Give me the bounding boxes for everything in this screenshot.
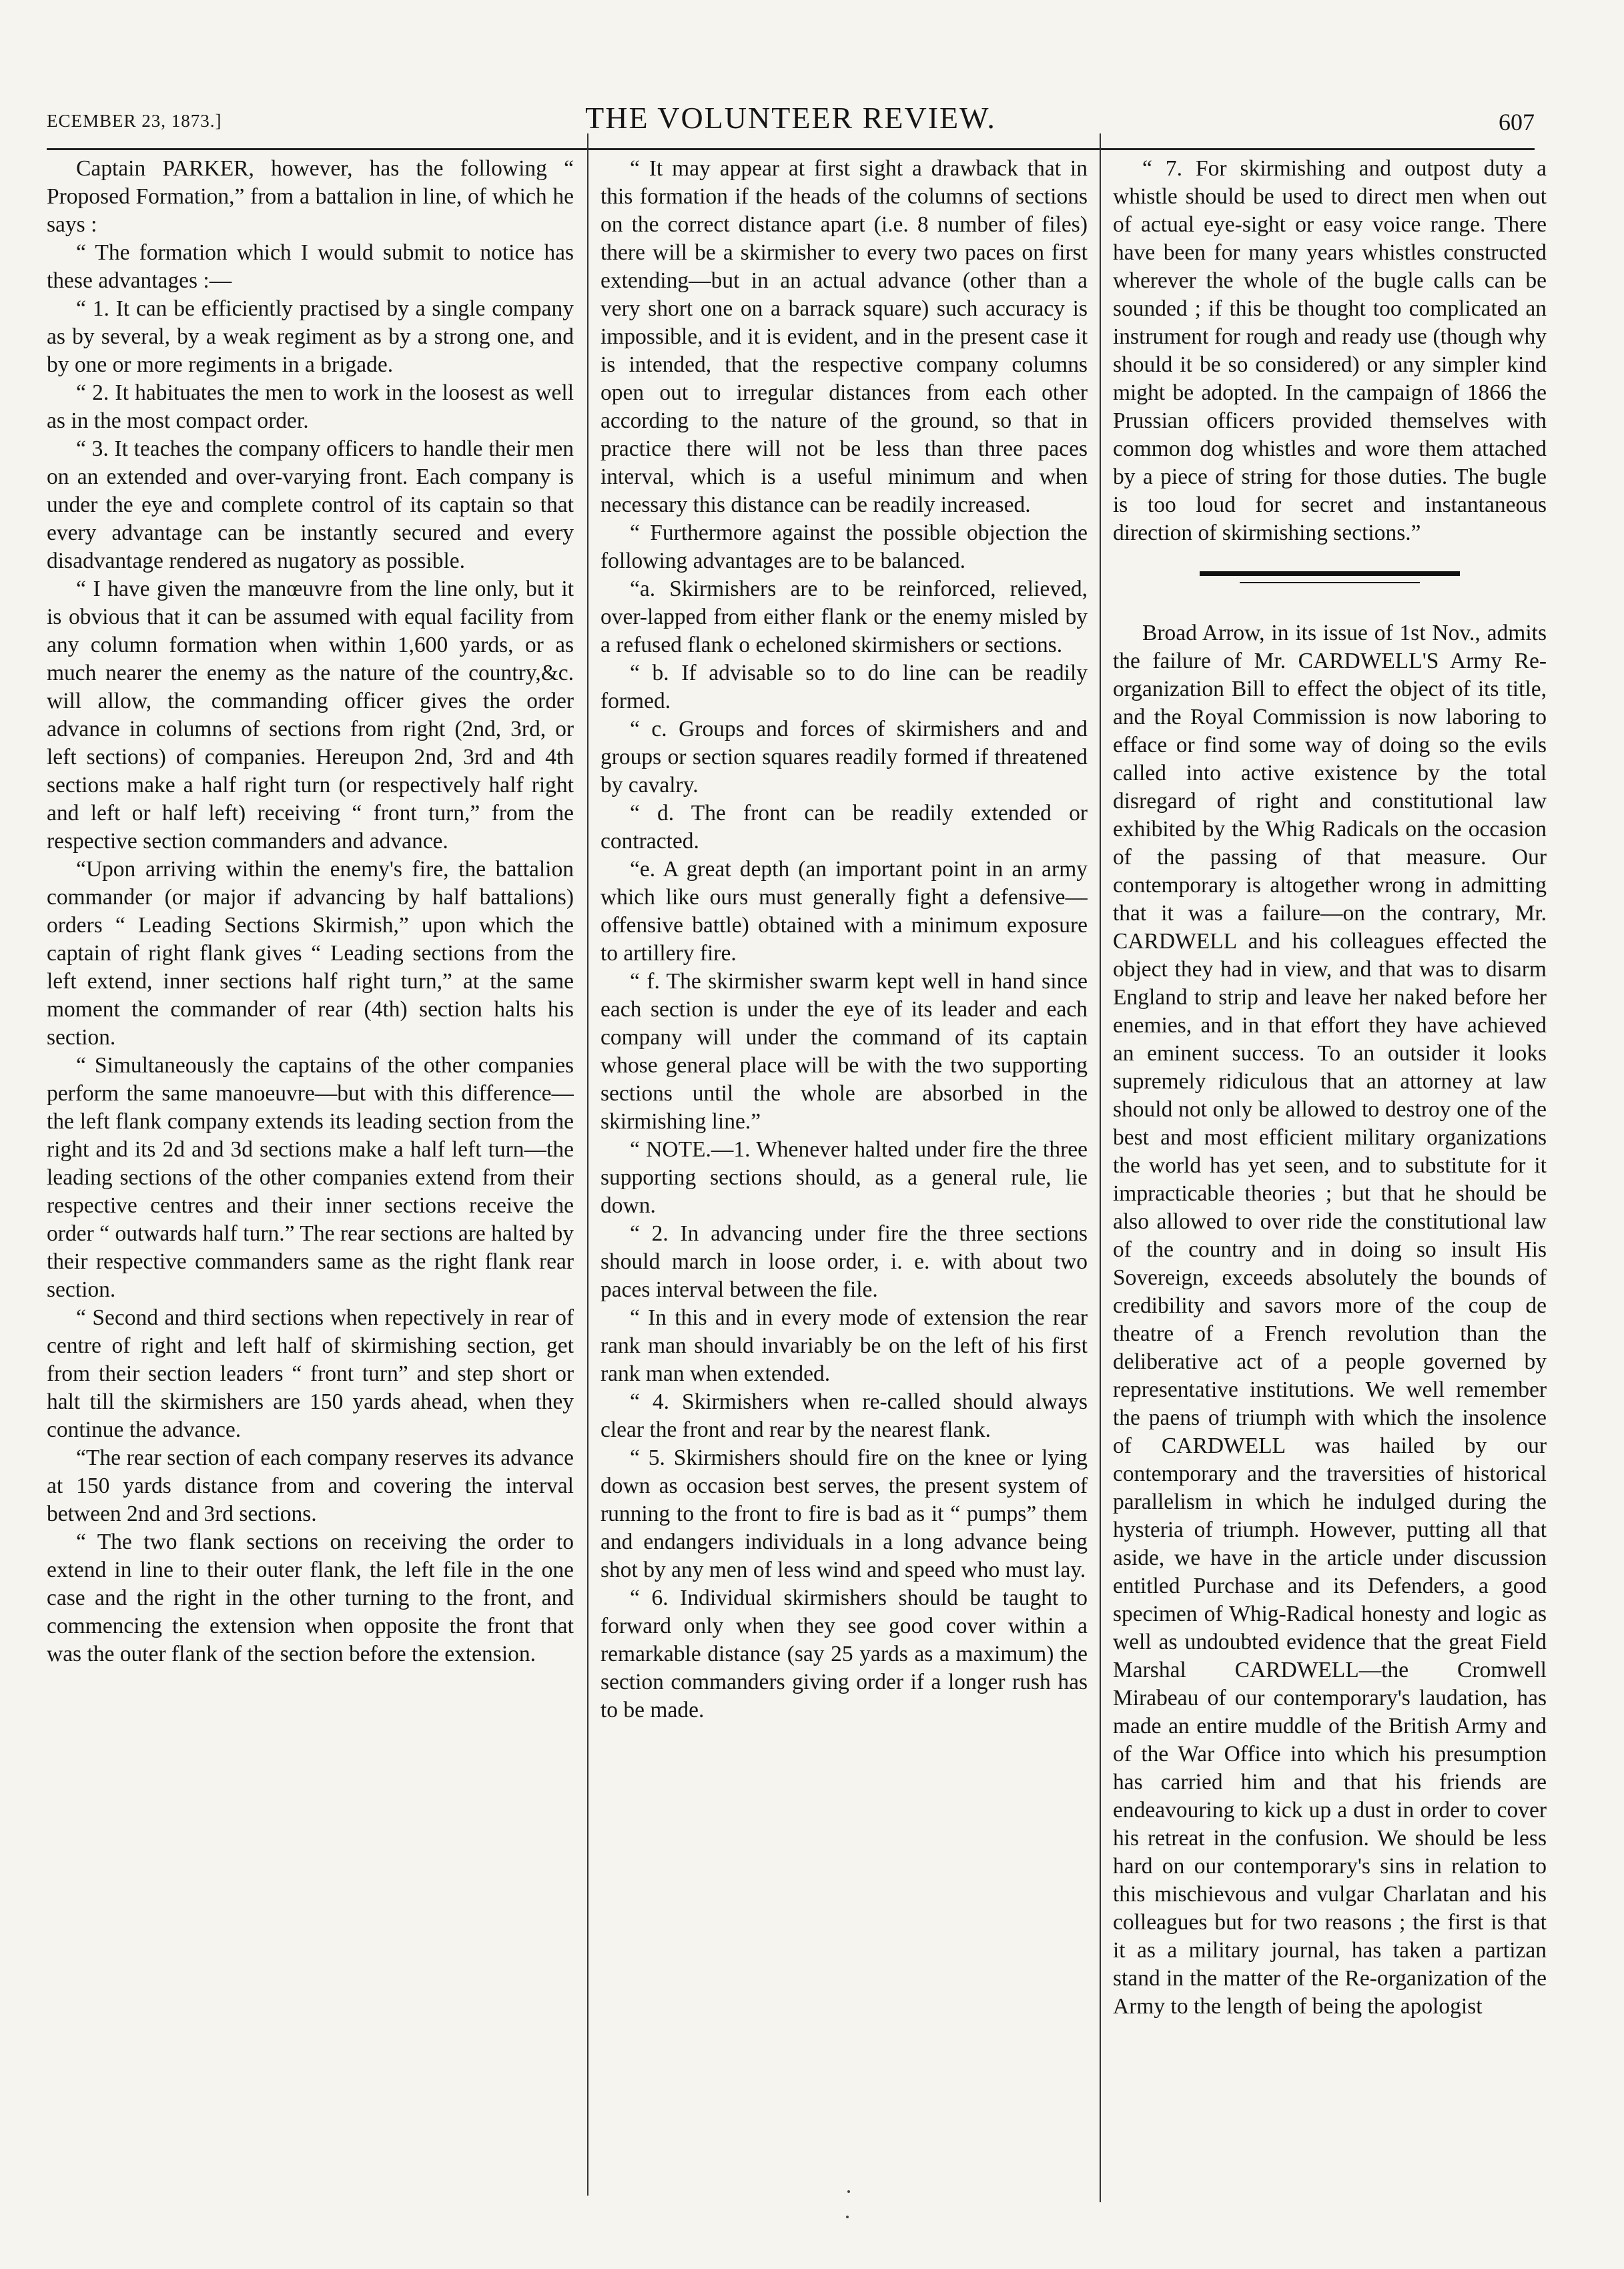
paragraph: “The rear section of each company reserves its advance at 150 yards distance from and covering the interval between 2nd and 3rd sections.	[47, 1445, 574, 1526]
paragraph: “ I have given the manœuvre from the line only, but it is obvious that it can be assumed with equal facility from any column formation when within 1,600 yards, or as much nearer the enemy as the nature of the country,&c. will allow, the commanding officer gives the order advance in columns of sections from right (2nd, 3rd, or left sections) of companies. Hereupon 2nd, 3rd and 4th sections make a half right turn (or respectively half right and left or half left) receiving “ front turn,” from the respective section commanders and advance.	[47, 577, 574, 854]
paragraph: “ It may appear at first sight a drawback that in this formation if the heads of the columns of sections on the correct distance apart (i.e. 8 number of files) there will be a skirmisher to every two paces on first extending—but in an actual advance (other than a very short one on a barrack square) such accuracy is impossible, and it is evident, and in the present case it is intended, that the respective company columns open out to irregular distances from each other according to the nature of the ground, so that in practice there will not be less than three paces interval, which is a useful minimum and when necessary this distance can be readily increased.	[600, 156, 1088, 517]
paragraph: “Upon arriving within the enemy's fire, the battalion commander (or major if advancing by half battalions) orders “ Leading Sections Skirmish,” upon which the captain of right flank gives “ Leading sections from the left extend, inner sections half right turn,” at the same moment the commander of rear (4th) section halts his section.	[47, 857, 574, 1050]
paragraph: “ 2. It habituates the men to work in the loosest as well as in the most compact order.	[47, 380, 574, 433]
paragraph: “ d. The front can be readily extended or contracted.	[600, 801, 1088, 854]
paragraph: “ c. Groups and forces of skirmishers and and groups or section squares readily formed if threatened by cavalry.	[600, 717, 1088, 797]
paragraph: “ 2. In advancing under fire the three sections should march in loose order, i. e. with about two paces interval between the file.	[600, 1221, 1088, 1302]
issue-date: ECEMBER 23, 1873.]	[47, 111, 222, 131]
paragraph: “ Second and third sections when repectively in rear of centre of right and left half of skirmishing section, get from their section leaders “ front turn” and step short or halt till the skirmishers are 150 yards ahead, when they continue the advance.	[47, 1305, 574, 1442]
column-1	[47, 155, 574, 2177]
paragraph: “ The two flank sections on receiving the order to extend in line to their outer flank, the left file in the one case and the right in the other turning to the front, and commencing the extension when opposite the front that was the outer flank of the section before the extension.	[47, 1530, 574, 1666]
paragraph: “ NOTE.—1. Whenever halted under fire the three supporting sections should, as a general rule, lie down.	[600, 1137, 1088, 1218]
paragraph: “ 5. Skirmishers should fire on the knee or lying down as occasion best serves, the present system of running to the front to fire is bad as it “ pumps” them and endangers individuals in a long advance being shot by any men of less wind and speed who must lay.	[600, 1445, 1088, 1582]
paragraph: “ b. If advisable so to do line can be readily formed.	[600, 661, 1088, 713]
paragraph: Captain PARKER, however, has the following “ Proposed Formation,” from a battalion in line, of which he says :	[47, 156, 574, 237]
paragraph: “ Furthermore against the possible objection the following advantages are to be balanced.	[600, 521, 1088, 573]
paragraph: “ The formation which I would submit to notice has these advantages :—	[47, 240, 574, 293]
paragraph: “ 3. It teaches the company officers to handle their men on an extended and over-varying front. Each company is under the eye and complete control of its captain so that every advantage can be instantly secured and every disadvantage rendered as nugatory as possible.	[47, 436, 574, 573]
paragraph: “a. Skirmishers are to be reinforced, relieved, over-lapped from either flank or the enemy misled by a refused flank o echeloned skirmishers or sections.	[600, 577, 1088, 657]
column-divider-2	[1100, 133, 1101, 2202]
column-2	[600, 155, 1088, 2177]
paragraph: “ 7. For skirmishing and outpost duty a whistle should be used to direct men when out of actual eye-sight or easy voice range. There have been for many years whistles constructed wherever the whole of the bugle calls can be sounded ; if this be thought too complicated an instrument for rough and ready use (though why should it be so considered) or any simpler kind might be adopted. In the campaign of 1866 the Prussian officers provided themselves with common dog whistles and wore them attached by a piece of string for those duties. The bugle is too loud for secret and instantaneous direction of skirmishing sections.”	[1113, 156, 1547, 545]
paragraph: “ 6. Individual skirmishers should be taught to forward only when they see good cover within a remarkable distance (say 25 yards as a maximum) the section commanders giving order if a longer rush has to be made.	[600, 1586, 1088, 1722]
print-speck	[847, 2190, 850, 2193]
newspaper-title: THE VOLUNTEER REVIEW.	[585, 101, 996, 135]
column-3	[1113, 155, 1547, 2177]
masthead	[47, 93, 1535, 147]
paragraph: “ 1. It can be efficiently practised by a single company as by several, by a weak regiment as by a strong one, and by one or more regiments in a brigade.	[47, 296, 574, 377]
paragraph: “e. A great depth (an important point in an army which like ours must generally fight a defensive—offensive battle) obtained with a minimum exposure to artillery fire.	[600, 857, 1088, 966]
column-divider-1	[587, 133, 588, 2196]
paragraph: “ In this and in every mode of extension the rear rank man should invariably be on the left of his first rank man when extended.	[600, 1305, 1088, 1386]
section-divider-ornament	[1113, 559, 1547, 599]
print-speck	[846, 2216, 849, 2218]
page-number: 607	[1499, 109, 1535, 135]
paragraph: Broad Arrow, in its issue of 1st Nov., admits the failure of Mr. CARDWELL'S Army Re-organization Bill to effect the object of its title, and the Royal Commission is now laboring to efface or find some way of doing so the evils called into active existence by the total disregard of right and constitutional law exhibited by the Whig Radicals on the occasion of the passing of that measure. Our contemporary is altogether wrong in admitting that it was a failure—on the contrary, Mr. CARDWELL and his colleagues effected the object they had in view, and that was to disarm England to strip and leave her naked before her enemies, and in that effort they have achieved an eminent success. To an outsider it looks supremely ridiculous that an attorney at law should not only be allowed to destroy one of the best and most efficient military organizations the world has yet seen, and to substitute for it impracticable theories ; but that he should be also allowed to over ride the constitutional law of the country and in doing so insult His Sovereign, exceeds absolutely the bounds of credibility and savors more of the coup de theatre of a French revolution than the deliberative act of a people governed by representative institutions. We well remember the paens of triumph with which the insolence of CARDWELL was hailed by our contemporary and the traversities of historical parallelism in which he indulged during the hysteria of triumph. However, putting all that aside, we have in the article under discussion entitled Purchase and its Defenders, a good specimen of Whig-Radical honesty and logic as well as undoubted evidence that the great Field Marshal CARDWELL—the Cromwell Mirabeau of our contemporary's laudation, has made an entire muddle of the British Army and of the War Office into which his presumption has carried him and that his friends are endeavouring to kick up a dust in order to cover his retreat in the confusion. We should be less hard on our contemporary's sins in relation to this mischievous and vulgar Charlatan and his colleagues but for two reasons ; the first is that it as a military journal, has taken a partizan stand in the matter of the Re-organization of the Army to the length of being the apologist	[1113, 621, 1547, 2019]
paragraph: “ Simultaneously the captains of the other companies perform the same manoeuvre—but with this difference—the left flank company extends its leading section from the right and its 2d and 3d sections make a half left turn—the leading sections of the other companies extend from their respective centres and their inner sections receive the order “ outwards half turn.” The rear sections are halted by their respective commanders same as the right flank rear section.	[47, 1053, 574, 1302]
paragraph: “ f. The skirmisher swarm kept well in hand since each section is under the eye of its leader and each company will under the command of its captain whose general place will be with the two supporting sections until the whole are absorbed in the skirmishing line.”	[600, 969, 1088, 1134]
paragraph: “ 4. Skirmishers when re-called should always clear the front and rear by the nearest flank.	[600, 1389, 1088, 1442]
header-rule	[47, 148, 1535, 150]
